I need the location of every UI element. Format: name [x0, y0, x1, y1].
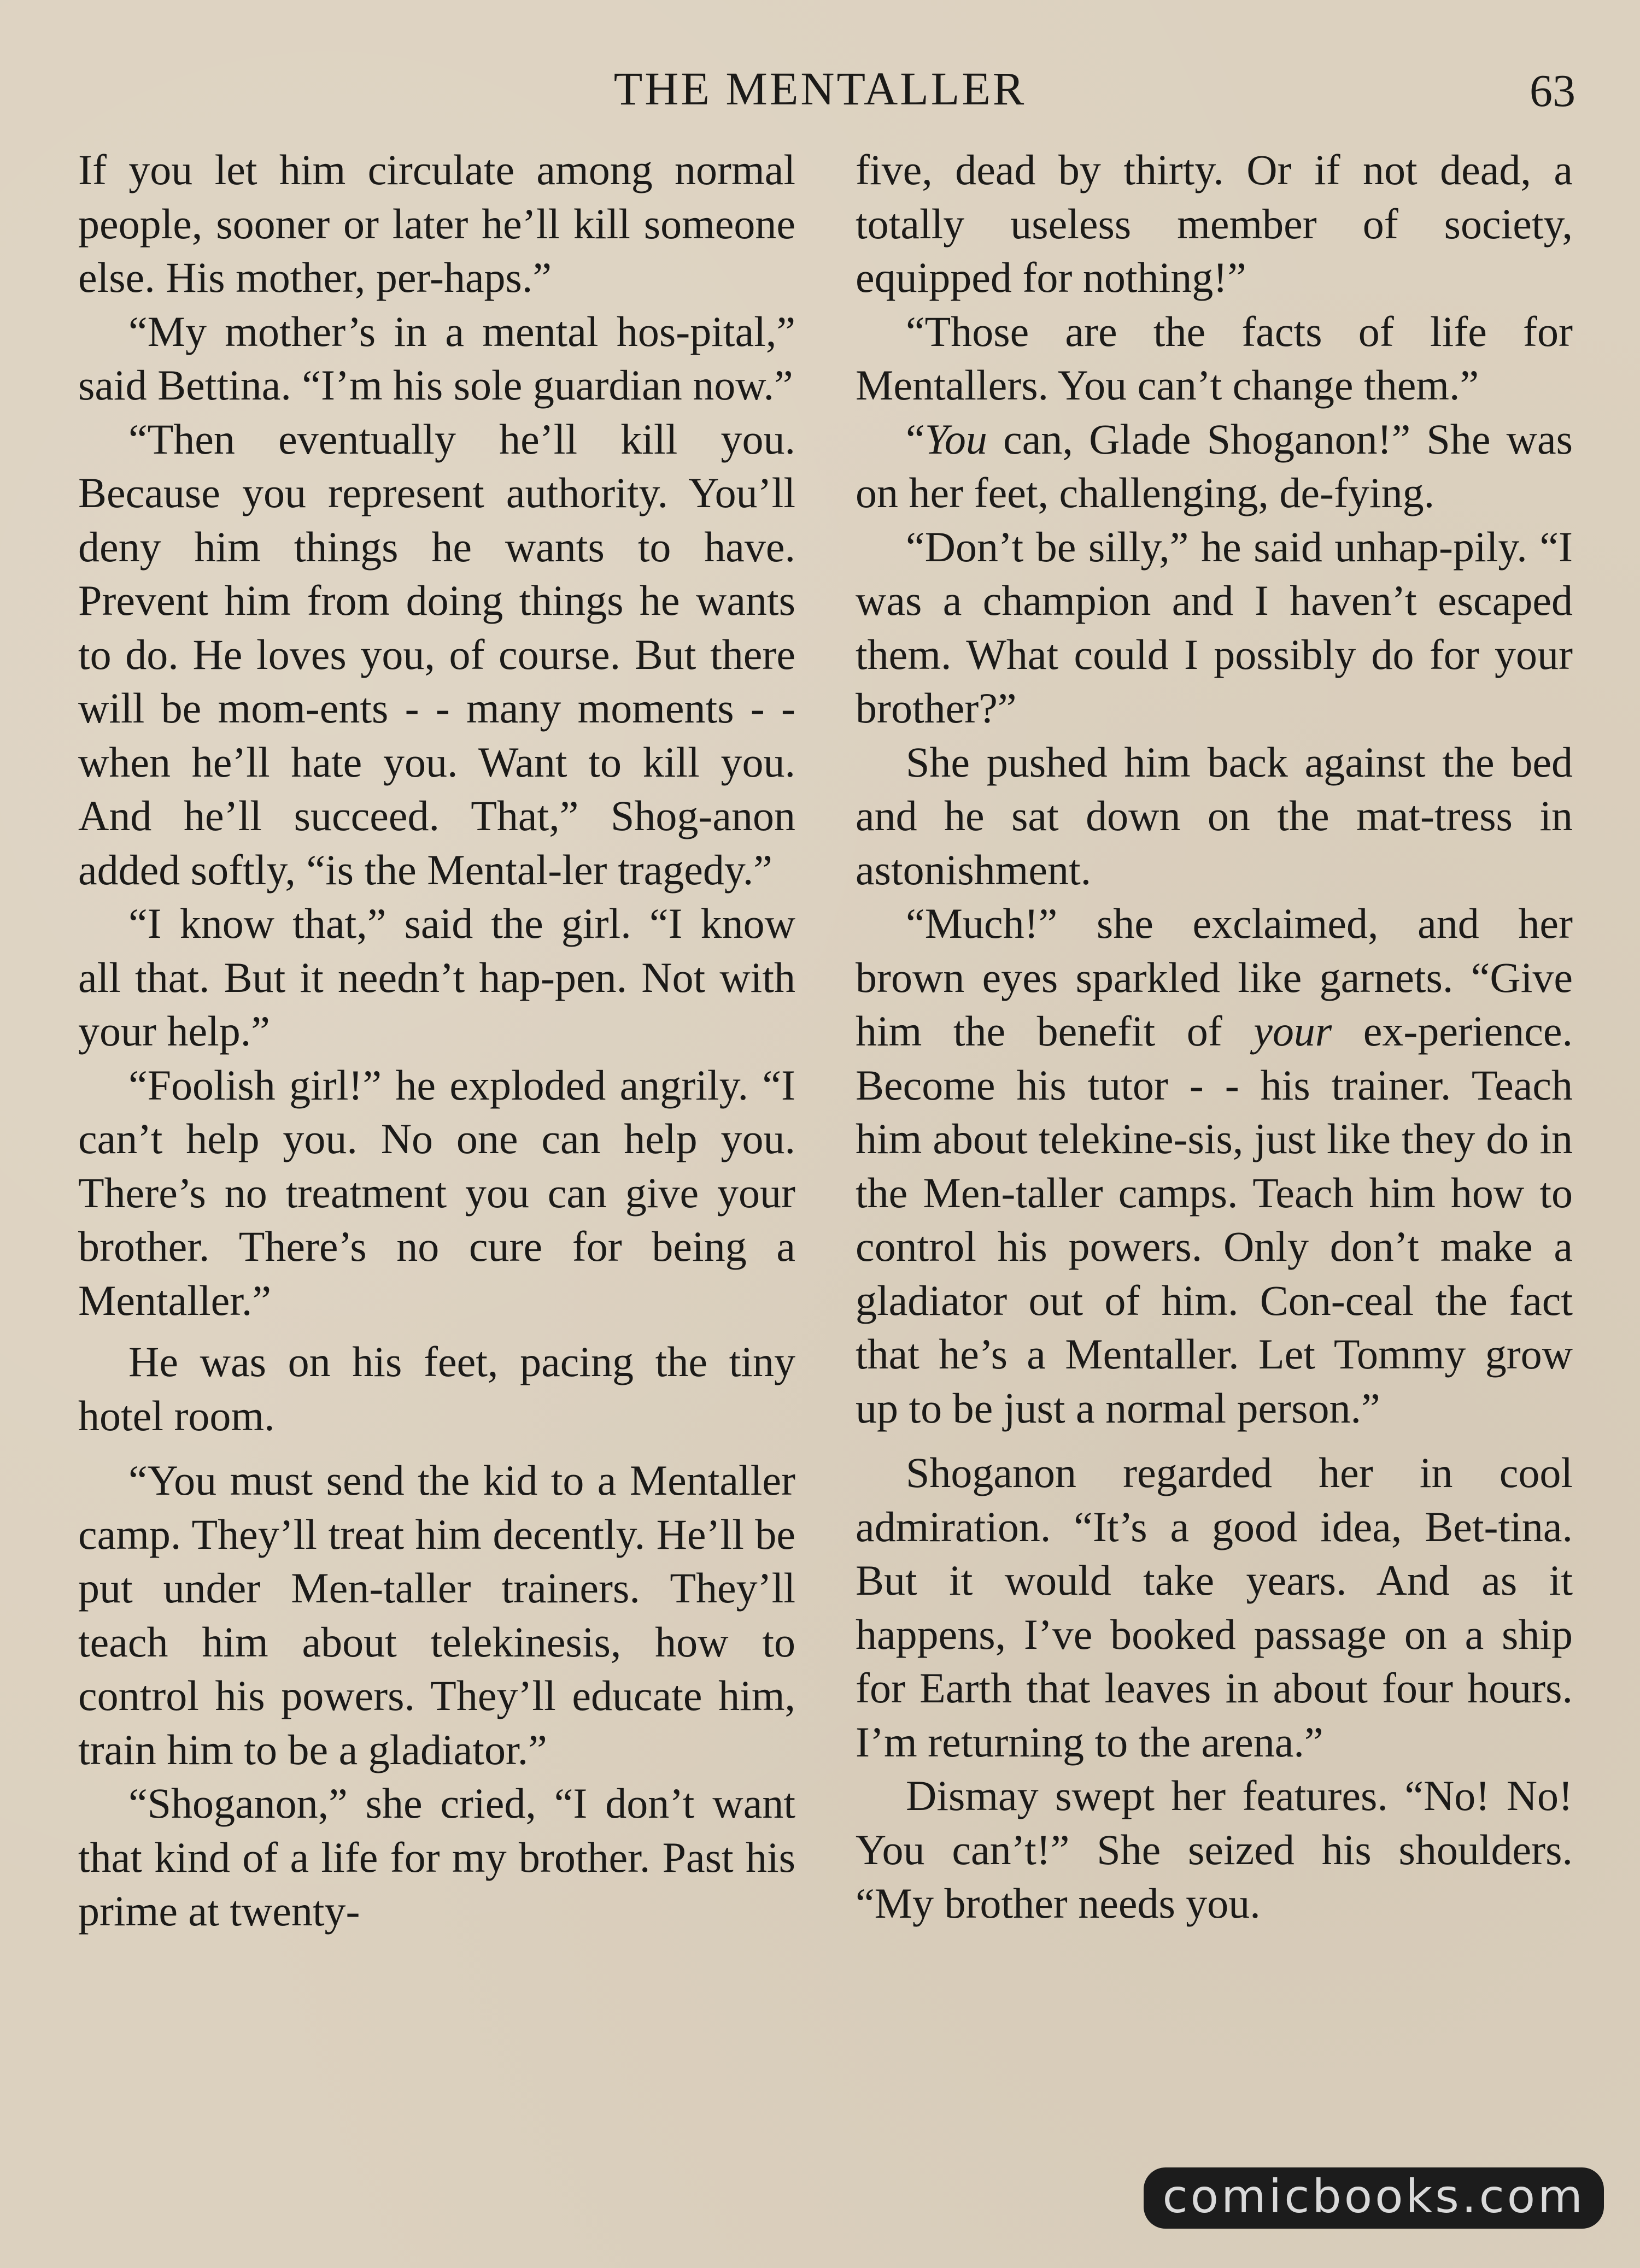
paragraph: She pushed him back against the bed and he sat down on the mat-tress in astonishment.	[856, 738, 1573, 894]
watermark-logo: comicbooks.com	[1144, 2167, 1604, 2229]
paragraph: “Foolish girl!” he exploded angrily. “I can’t help you. No one can help you. There’s no treatment you can give your brother. There’s no cure for being a Mentaller.”	[78, 1061, 795, 1324]
paragraph: “Much!” she exclaimed, and her brown eyes sparkled like garnets. “Give him the benefit of your ex-perience. Become his tutor - - his trainer. Teach him about telekine-sis, just like they do in the Men-taller camps. Teach him how to control his powers. Only don’t make a gladiator out of him. Con-ceal the fact that he’s a Mentaller. Let Tommy grow up to be just a normal person.”	[856, 900, 1573, 1432]
paragraph: “Shoganon,” she cried, “I don’t want that kind of a life for my brother. Past his prime at twenty-	[78, 1779, 795, 1935]
emphasis: your	[1254, 1007, 1332, 1055]
paragraph: “Don’t be silly,” he said unhap-pily. “I was a champion and I haven’t escaped them. What could I possibly do for your brother?”	[856, 522, 1573, 732]
paragraph: If you let him circulate among normal people, sooner or later he’ll kill someone else. His mother, per-haps.”	[78, 146, 795, 301]
right-column	[856, 143, 1573, 1931]
left-column	[78, 143, 795, 1938]
paragraph: “You must send the kid to a Mentaller camp. They’ll treat him decently. He’ll be put under Men-taller trainers. They’ll teach him about telekinesis, how to control his powers. They’ll educate him, train him to be a gladiator.”	[78, 1456, 795, 1773]
paragraph: five, dead by thirty. Or if not dead, a totally useless member of society, equipped for nothing!”	[856, 146, 1573, 301]
paragraph: “Those are the facts of life for Mentallers. You can’t change them.”	[856, 307, 1573, 409]
paragraph: “You can, Glade Shoganon!” She was on her feet, challenging, de-fying.	[856, 415, 1573, 516]
emphasis: You	[924, 415, 987, 463]
paragraph: He was on his feet, pacing the tiny hotel room.	[78, 1338, 795, 1439]
paragraph: “My mother’s in a mental hos-pital,” said Bettina. “I’m his sole guardian now.”	[78, 307, 795, 409]
paragraph: “I know that,” said the girl. “I know all that. But it needn’t hap-pen. Not with your help.”	[78, 900, 795, 1055]
paragraph: Dismay swept her features. “No! No! You can’t!” She seized his shoulders. “My brother needs you.	[856, 1772, 1573, 1927]
paragraph: Shoganon regarded her in cool admiration. “It’s a good idea, Bet-tina. But it would take years. And as it happens, I’ve booked passage on a ship for Earth that leaves in about four hours. I’m returning to the arena.”	[856, 1449, 1573, 1766]
page-number: 63	[1530, 66, 1575, 116]
paragraph: “Then eventually he’ll kill you. Because you represent authority. You’ll deny him things he wants to have. Prevent him from doing things he wants to do. He loves you, of course. But there will be mom-ents - - many moments - - when he’ll hate you. Want to kill you. And he’ll succeed. That,” Shog-anon added softly, “is the Mental-ler tragedy.”	[78, 415, 795, 894]
running-header: THE MENTALLER	[613, 62, 1027, 115]
